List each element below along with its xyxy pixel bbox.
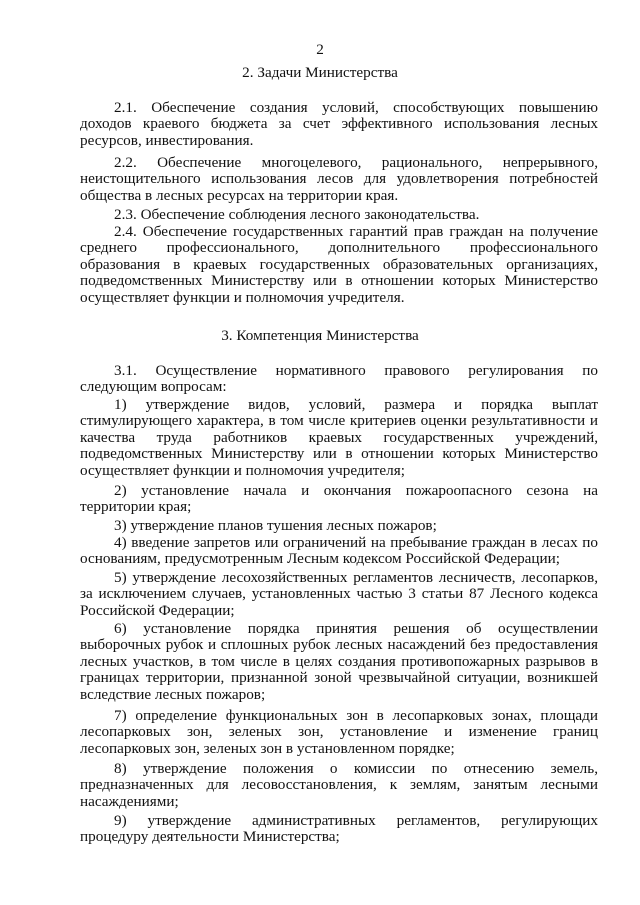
page-number: 2: [316, 41, 324, 58]
list-item-2: 2) установление начала и окончания пожароопасного сезона на территории края;: [80, 482, 598, 516]
list-item-9: 9) утверждение административных регламентов, регулирующих процедуру деятельности Министерства;: [80, 812, 598, 846]
paragraph-2-1: 2.1. Обеспечение создания условий, способствующих повышению доходов краевого бюджета за счет эффективного использования лесных ресурсов, инвестирования.: [80, 99, 598, 149]
list-item-8: 8) утверждение положения о комиссии по отнесению земель, предназначенных для лесовосстановления, к землям, занятым лесными насаждениями;: [80, 760, 598, 810]
section-2-heading: 2. Задачи Министерства: [242, 64, 398, 81]
paragraph-2-2: 2.2. Обеспечение многоцелевого, рационального, непрерывного, неистощительного использования лесов для удовлетворения потребностей общества в лесных ресурсах на территории края.: [80, 154, 598, 204]
list-item-3: 3) утверждение планов тушения лесных пожаров;: [114, 517, 437, 534]
paragraph-2-4: 2.4. Обеспечение государственных гарантий прав граждан на получение среднего профессионального, дополнительного профессионального образования в краевых государственных образовательных организациях, подведомственных Министерству или в отношении которых Министерство осуществляет функции и полномочия учредителя.: [80, 223, 598, 306]
paragraph-3-1-intro: 3.1. Осуществление нормативного правового регулирования по следующим вопросам:: [80, 362, 598, 396]
list-item-4: 4) введение запретов или ограничений на пребывание граждан в лесах по основаниям, предусмотренным Лесным кодексом Российской Федерации;: [80, 534, 598, 568]
section-3-heading: 3. Компетенция Министерства: [221, 327, 419, 344]
list-item-5: 5) утверждение лесохозяйственных регламентов лесничеств, лесопарков, за исключением случаев, установленных частью 3 статьи 87 Лесного кодекса Российской Федерации;: [80, 569, 598, 619]
list-item-1: 1) утверждение видов, условий, размера и порядка выплат стимулирующего характера, в том числе критериев оценки результативности и качества труда работников краевых государственных учреждений, подведомственных Министерству или в отношении которых Министерство осуществляет функции и полномочия учредителя;: [80, 396, 598, 479]
list-item-6: 6) установление порядка принятия решения об осуществлении выборочных рубок и сплошных рубок лесных насаждений без предоставления лесных участков, в том числе в целях создания противопожарных разрывов в границах территории, признанной зоной чрезвычайной ситуации, возникшей вследствие лесных пожаров;: [80, 620, 598, 703]
list-item-7: 7) определение функциональных зон в лесопарковых зонах, площади лесопарковых зон, зеленых зон, установление и изменение границ лесопарковых зон, зеленых зон в установленном порядке;: [80, 707, 598, 757]
paragraph-2-3: 2.3. Обеспечение соблюдения лесного законодательства.: [114, 206, 480, 223]
